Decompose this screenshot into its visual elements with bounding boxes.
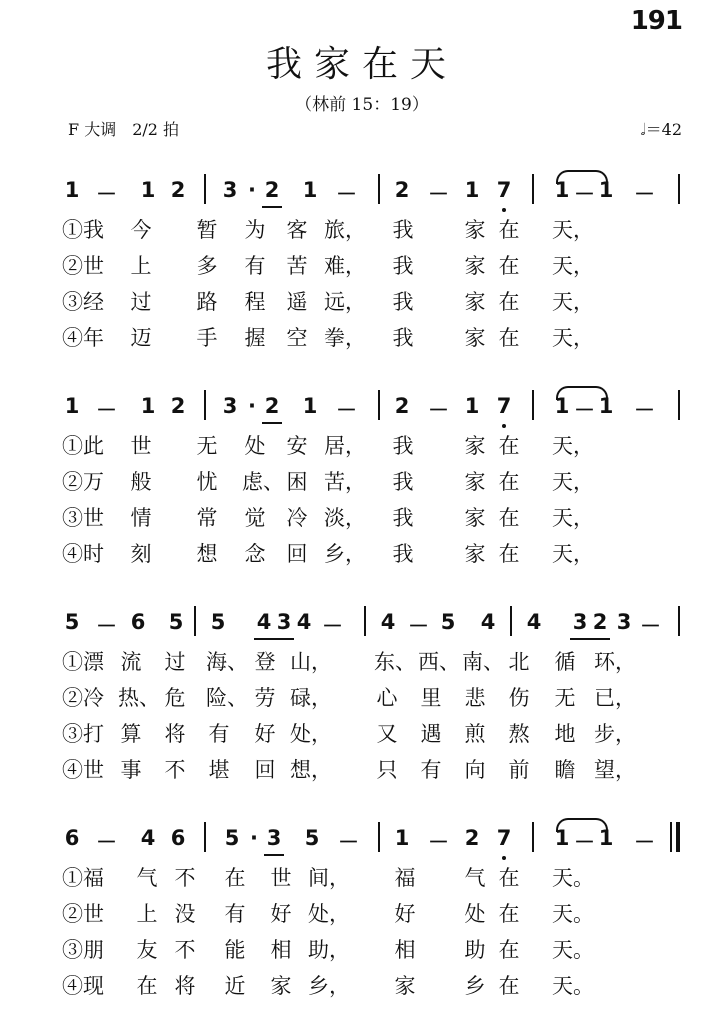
note-dash: － bbox=[336, 182, 357, 206]
note: 1 bbox=[554, 394, 570, 418]
note: 1 bbox=[64, 394, 80, 418]
lyric-syllable: 家 bbox=[464, 218, 486, 242]
lyric-syllable: 苦 bbox=[286, 254, 308, 278]
lyric-syllable: 在 bbox=[498, 866, 520, 890]
note-dash: － bbox=[634, 830, 655, 854]
lyric-syllable: 在 bbox=[498, 326, 520, 350]
note: 1 bbox=[598, 826, 614, 850]
lyric-syllable: 助 bbox=[464, 938, 486, 962]
note: 1 bbox=[464, 394, 480, 418]
lyric-syllable: 乡， bbox=[324, 542, 366, 566]
underline bbox=[570, 638, 610, 640]
note-dash: － bbox=[574, 398, 595, 422]
lyric-syllable: 已， bbox=[594, 686, 636, 710]
hymn-title: 我家在天 bbox=[265, 44, 458, 85]
lyric-line bbox=[62, 970, 682, 1004]
note-dash: － bbox=[428, 398, 449, 422]
note: 3 bbox=[222, 394, 238, 418]
lyric-syllable: 天， bbox=[552, 506, 594, 530]
lyric-syllable: ④现 bbox=[62, 974, 104, 998]
lyric-syllable: 碌， bbox=[290, 686, 332, 710]
note: 2 bbox=[264, 178, 280, 202]
lyric-syllable: 熬 bbox=[508, 722, 530, 746]
lyric-syllable: 念 bbox=[244, 542, 266, 566]
lyric-syllable: 天， bbox=[552, 254, 594, 278]
note: 2 bbox=[264, 394, 280, 418]
lyric-syllable: 虑、 bbox=[242, 470, 284, 494]
note: 3 bbox=[572, 610, 588, 634]
lyric-syllable: 今 bbox=[130, 218, 152, 242]
lyric-syllable: 事 bbox=[120, 758, 142, 782]
lyric-syllable: 过 bbox=[130, 290, 152, 314]
lyric-syllable: 苦， bbox=[324, 470, 366, 494]
lyric-syllable: 气 bbox=[136, 866, 158, 890]
lyric-syllable: 手 bbox=[196, 326, 218, 350]
barline bbox=[378, 822, 380, 852]
note: 3 bbox=[616, 610, 632, 634]
notation-row bbox=[62, 172, 692, 208]
note: 1 bbox=[464, 178, 480, 202]
note-dash: － bbox=[96, 398, 117, 422]
note: 1 bbox=[302, 178, 318, 202]
underline bbox=[262, 206, 282, 208]
barline bbox=[204, 822, 206, 852]
note-dash: － bbox=[336, 398, 357, 422]
lyric-syllable: 登 bbox=[254, 650, 276, 674]
lyric-syllable: 旅， bbox=[324, 218, 366, 242]
lyric-syllable: ③朋 bbox=[62, 938, 104, 962]
lyric-syllable: 望， bbox=[594, 758, 636, 782]
note-dash: － bbox=[408, 614, 429, 638]
lyric-syllable: 我 bbox=[392, 254, 414, 278]
lyric-syllable: 天， bbox=[552, 434, 594, 458]
lyric-syllable: 北 bbox=[508, 650, 530, 674]
lyric-line bbox=[62, 466, 682, 500]
lyric-line bbox=[62, 322, 682, 356]
lyric-syllable: 上 bbox=[136, 902, 158, 926]
lyric-syllable: 家 bbox=[464, 326, 486, 350]
barline bbox=[678, 606, 680, 636]
lyric-syllable: 天， bbox=[552, 542, 594, 566]
dot: · bbox=[250, 826, 258, 850]
lyric-syllable: 无 bbox=[554, 686, 576, 710]
barline bbox=[532, 174, 534, 204]
note: 6 bbox=[64, 826, 80, 850]
lyric-syllable: 家 bbox=[464, 542, 486, 566]
lyric-syllable: 在 bbox=[498, 218, 520, 242]
note: 1 bbox=[554, 178, 570, 202]
lyric-line bbox=[62, 754, 682, 788]
lyric-syllable: 好 bbox=[394, 902, 416, 926]
lyric-syllable: 不 bbox=[164, 758, 186, 782]
note-dash: － bbox=[428, 182, 449, 206]
lyric-syllable: 家 bbox=[464, 290, 486, 314]
lyric-syllable: 在 bbox=[136, 974, 158, 998]
note: 5 bbox=[64, 610, 80, 634]
lyric-syllable: 在 bbox=[498, 254, 520, 278]
lower-octave-dot bbox=[502, 208, 506, 212]
final-barline-thick bbox=[676, 822, 680, 852]
lyric-syllable: 在 bbox=[498, 938, 520, 962]
lyric-syllable: ①漂 bbox=[62, 650, 104, 674]
lyric-line bbox=[62, 646, 682, 680]
lyric-syllable: 天。 bbox=[552, 974, 594, 998]
lyric-syllable: 想， bbox=[290, 758, 332, 782]
note-dash: － bbox=[574, 182, 595, 206]
lyric-syllable: 家 bbox=[270, 974, 292, 998]
lyric-syllable: 般 bbox=[130, 470, 152, 494]
lyric-syllable: 将 bbox=[164, 722, 186, 746]
lyric-syllable: 不 bbox=[174, 938, 196, 962]
lyric-syllable: 无 bbox=[196, 434, 218, 458]
lyric-syllable: ③经 bbox=[62, 290, 104, 314]
lyric-syllable: 天。 bbox=[552, 902, 594, 926]
note: 2 bbox=[170, 178, 186, 202]
lyric-syllable: ③世 bbox=[62, 506, 104, 530]
lyric-syllable: 又 bbox=[376, 722, 398, 746]
lyric-syllable: 心 bbox=[376, 686, 398, 710]
note: 1 bbox=[598, 394, 614, 418]
lyric-syllable: 将 bbox=[174, 974, 196, 998]
barline bbox=[204, 390, 206, 420]
note: 5 bbox=[210, 610, 226, 634]
lyric-syllable: 在 bbox=[498, 902, 520, 926]
lyric-syllable: 我 bbox=[392, 326, 414, 350]
score-section-3 bbox=[0, 604, 724, 794]
note-dash: － bbox=[338, 830, 359, 854]
lyric-syllable: 拳， bbox=[324, 326, 366, 350]
lyric-syllable: 循 bbox=[554, 650, 576, 674]
lyric-syllable: 遇 bbox=[420, 722, 442, 746]
lyric-syllable: 天。 bbox=[552, 866, 594, 890]
lyric-syllable: 有 bbox=[244, 254, 266, 278]
lyric-syllable: 觉 bbox=[244, 506, 266, 530]
lyric-syllable: 在 bbox=[498, 290, 520, 314]
lyric-syllable: 处， bbox=[290, 722, 332, 746]
lyric-syllable: 困 bbox=[286, 470, 308, 494]
lyric-syllable: 有 bbox=[208, 722, 230, 746]
lyric-syllable: 世 bbox=[130, 434, 152, 458]
lyric-syllable: ①此 bbox=[62, 434, 104, 458]
note: 6 bbox=[170, 826, 186, 850]
note: 6 bbox=[130, 610, 146, 634]
note-dash: － bbox=[634, 182, 655, 206]
barline bbox=[510, 606, 512, 636]
note: 5 bbox=[304, 826, 320, 850]
note: 4 bbox=[480, 610, 496, 634]
lyric-syllable: 流 bbox=[120, 650, 142, 674]
lyric-syllable: 我 bbox=[392, 434, 414, 458]
note: 4 bbox=[256, 610, 272, 634]
lyric-syllable: 在 bbox=[498, 974, 520, 998]
barline bbox=[204, 174, 206, 204]
note: 7 bbox=[496, 826, 512, 850]
lyric-syllable: 在 bbox=[498, 542, 520, 566]
lyric-syllable: 家 bbox=[394, 974, 416, 998]
lyric-syllable: 常 bbox=[196, 506, 218, 530]
lyric-syllable: 空 bbox=[286, 326, 308, 350]
scripture-reference: （林前 15：19） bbox=[295, 95, 429, 115]
note: 5 bbox=[224, 826, 240, 850]
note: 2 bbox=[170, 394, 186, 418]
lyric-syllable: 险、 bbox=[206, 686, 248, 710]
lyric-syllable: 安 bbox=[286, 434, 308, 458]
lyric-syllable: 向 bbox=[464, 758, 486, 782]
tempo-marking: 𝅗𝅥＝42 bbox=[640, 120, 682, 139]
note-dash: － bbox=[574, 830, 595, 854]
note: 1 bbox=[302, 394, 318, 418]
lyric-syllable: 近 bbox=[224, 974, 246, 998]
dot: · bbox=[248, 178, 256, 202]
lyric-syllable: 福 bbox=[394, 866, 416, 890]
underline bbox=[254, 638, 294, 640]
note-dash: － bbox=[640, 614, 661, 638]
lyric-syllable: 有 bbox=[224, 902, 246, 926]
lyric-syllable: 堪 bbox=[208, 758, 230, 782]
note-dash: － bbox=[428, 830, 449, 854]
note: 5 bbox=[440, 610, 456, 634]
lyric-syllable: 暂 bbox=[196, 218, 218, 242]
key-and-meter: F 大调 2/2 拍 bbox=[68, 120, 180, 139]
lyric-line bbox=[62, 682, 682, 716]
lyric-syllable: ①福 bbox=[62, 866, 104, 890]
lyric-syllable: 天， bbox=[552, 290, 594, 314]
lyric-syllable: 忧 bbox=[196, 470, 218, 494]
lyric-syllable: ②冷 bbox=[62, 686, 104, 710]
lyric-syllable: 路 bbox=[196, 290, 218, 314]
lyric-syllable: 里 bbox=[420, 686, 442, 710]
lyric-syllable: 处 bbox=[244, 434, 266, 458]
lyric-syllable: ④时 bbox=[62, 542, 104, 566]
lyric-syllable: 上 bbox=[130, 254, 152, 278]
lyric-syllable: 握 bbox=[244, 326, 266, 350]
note: 1 bbox=[554, 826, 570, 850]
notation-row bbox=[62, 388, 692, 424]
note: 3 bbox=[276, 610, 292, 634]
lyric-syllable: 海、 bbox=[206, 650, 248, 674]
note: 4 bbox=[296, 610, 312, 634]
note-dash: － bbox=[96, 830, 117, 854]
lyric-syllable: 前 bbox=[508, 758, 530, 782]
note: 7 bbox=[496, 394, 512, 418]
lyric-syllable: 我 bbox=[392, 218, 414, 242]
lyric-syllable: 算 bbox=[120, 722, 142, 746]
lyric-syllable: 淡， bbox=[324, 506, 366, 530]
lyric-syllable: 处， bbox=[308, 902, 350, 926]
lyric-syllable: 我 bbox=[392, 290, 414, 314]
lyric-line bbox=[62, 934, 682, 968]
note: 1 bbox=[140, 178, 156, 202]
lyric-syllable: 西、 bbox=[418, 650, 460, 674]
lyric-syllable: 劳 bbox=[254, 686, 276, 710]
note: 1 bbox=[394, 826, 410, 850]
lyric-syllable: 瞻 bbox=[554, 758, 576, 782]
lyric-syllable: 家 bbox=[464, 506, 486, 530]
lyric-syllable: 没 bbox=[174, 902, 196, 926]
barline bbox=[532, 390, 534, 420]
note: 1 bbox=[140, 394, 156, 418]
lyric-syllable: ③打 bbox=[62, 722, 104, 746]
score-section-4 bbox=[0, 820, 724, 1010]
final-barline-thin bbox=[670, 822, 672, 852]
lyric-syllable: 山， bbox=[290, 650, 332, 674]
lyric-syllable: 家 bbox=[464, 470, 486, 494]
lyric-syllable: 南、 bbox=[462, 650, 504, 674]
page-number: 191 bbox=[630, 6, 682, 36]
lyric-syllable: 难， bbox=[324, 254, 366, 278]
lyric-syllable: ④世 bbox=[62, 758, 104, 782]
lyric-syllable: 天， bbox=[552, 326, 594, 350]
lyric-syllable: 冷 bbox=[286, 506, 308, 530]
note: 3 bbox=[222, 178, 238, 202]
note: 1 bbox=[64, 178, 80, 202]
note: 1 bbox=[598, 178, 614, 202]
note: 2 bbox=[394, 178, 410, 202]
note-dash: － bbox=[96, 182, 117, 206]
lyric-syllable: 友 bbox=[136, 938, 158, 962]
lyric-syllable: 远， bbox=[324, 290, 366, 314]
lyric-syllable: 客 bbox=[286, 218, 308, 242]
lyric-syllable: 气 bbox=[464, 866, 486, 890]
note-dash: － bbox=[96, 614, 117, 638]
lyric-syllable: 热、 bbox=[118, 686, 160, 710]
lyric-line bbox=[62, 214, 682, 248]
underline bbox=[264, 854, 284, 856]
lower-octave-dot bbox=[502, 424, 506, 428]
lyric-syllable: 想 bbox=[196, 542, 218, 566]
lyric-syllable: 乡， bbox=[308, 974, 350, 998]
lyric-syllable: 家 bbox=[464, 254, 486, 278]
lyric-syllable: 在 bbox=[498, 470, 520, 494]
lyric-syllable: 过 bbox=[164, 650, 186, 674]
lyric-syllable: 迈 bbox=[130, 326, 152, 350]
lyric-syllable: 助， bbox=[308, 938, 350, 962]
lyric-syllable: 我 bbox=[392, 542, 414, 566]
lyric-syllable: 危 bbox=[164, 686, 186, 710]
note: 2 bbox=[394, 394, 410, 418]
lyric-syllable: 回 bbox=[286, 542, 308, 566]
note: 5 bbox=[168, 610, 184, 634]
lyric-syllable: 好 bbox=[254, 722, 276, 746]
note: 7 bbox=[496, 178, 512, 202]
lyric-syllable: 我 bbox=[392, 470, 414, 494]
lyric-syllable: ②世 bbox=[62, 254, 104, 278]
lyric-line bbox=[62, 718, 682, 752]
barline bbox=[194, 606, 196, 636]
lyric-syllable: 悲 bbox=[464, 686, 486, 710]
lyric-syllable: ①我 bbox=[62, 218, 104, 242]
lyric-syllable: 相 bbox=[270, 938, 292, 962]
lyric-line bbox=[62, 862, 682, 896]
lyric-line bbox=[62, 430, 682, 464]
lyric-syllable: 在 bbox=[224, 866, 246, 890]
lyric-syllable: 步， bbox=[594, 722, 636, 746]
lyric-syllable: 家 bbox=[464, 434, 486, 458]
lyric-syllable: 不 bbox=[174, 866, 196, 890]
dot: · bbox=[248, 394, 256, 418]
lyric-syllable: 伤 bbox=[508, 686, 530, 710]
lyric-syllable: 在 bbox=[498, 434, 520, 458]
lyric-line bbox=[62, 502, 682, 536]
note: 4 bbox=[140, 826, 156, 850]
lyric-syllable: 天， bbox=[552, 470, 594, 494]
lyric-syllable: 居， bbox=[324, 434, 366, 458]
lyric-syllable: 处 bbox=[464, 902, 486, 926]
lyric-syllable: 间， bbox=[308, 866, 350, 890]
lyric-syllable: 东、 bbox=[374, 650, 416, 674]
underline bbox=[262, 422, 282, 424]
lyric-syllable: 天， bbox=[552, 218, 594, 242]
lyric-syllable: 天。 bbox=[552, 938, 594, 962]
lyric-line bbox=[62, 898, 682, 932]
note: 3 bbox=[266, 826, 282, 850]
lyric-syllable: 回 bbox=[254, 758, 276, 782]
barline bbox=[364, 606, 366, 636]
lyric-syllable: 程 bbox=[244, 290, 266, 314]
barline bbox=[678, 390, 680, 420]
lyric-line bbox=[62, 286, 682, 320]
lyric-syllable: 相 bbox=[394, 938, 416, 962]
score-section-2 bbox=[0, 388, 724, 578]
lyric-syllable: ④年 bbox=[62, 326, 104, 350]
lyric-syllable: 我 bbox=[392, 506, 414, 530]
lyric-syllable: 环， bbox=[594, 650, 636, 674]
lyric-syllable: 煎 bbox=[464, 722, 486, 746]
lyric-syllable: 为 bbox=[244, 218, 266, 242]
lyric-syllable: ②万 bbox=[62, 470, 104, 494]
note-dash: － bbox=[322, 614, 343, 638]
lyric-line bbox=[62, 538, 682, 572]
note: 2 bbox=[592, 610, 608, 634]
lyric-syllable: 在 bbox=[498, 506, 520, 530]
note: 2 bbox=[464, 826, 480, 850]
lyric-syllable: 多 bbox=[196, 254, 218, 278]
notation-row bbox=[62, 604, 692, 640]
lyric-syllable: 好 bbox=[270, 902, 292, 926]
lyric-syllable: 地 bbox=[554, 722, 576, 746]
lower-octave-dot bbox=[502, 856, 506, 860]
lyric-syllable: 世 bbox=[270, 866, 292, 890]
barline bbox=[378, 390, 380, 420]
lyric-syllable: 乡 bbox=[464, 974, 486, 998]
lyric-syllable: 能 bbox=[224, 938, 246, 962]
barline bbox=[378, 174, 380, 204]
lyric-line bbox=[62, 250, 682, 284]
notation-row bbox=[62, 820, 692, 856]
note: 4 bbox=[380, 610, 396, 634]
lyric-syllable: 只 bbox=[376, 758, 398, 782]
barline bbox=[532, 822, 534, 852]
lyric-syllable: 有 bbox=[420, 758, 442, 782]
barline bbox=[678, 174, 680, 204]
note-dash: － bbox=[634, 398, 655, 422]
lyric-syllable: 刻 bbox=[130, 542, 152, 566]
lyric-syllable: 遥 bbox=[286, 290, 308, 314]
lyric-syllable: ②世 bbox=[62, 902, 104, 926]
lyric-syllable: 情 bbox=[130, 506, 152, 530]
note: 4 bbox=[526, 610, 542, 634]
score-section-1 bbox=[0, 172, 724, 362]
